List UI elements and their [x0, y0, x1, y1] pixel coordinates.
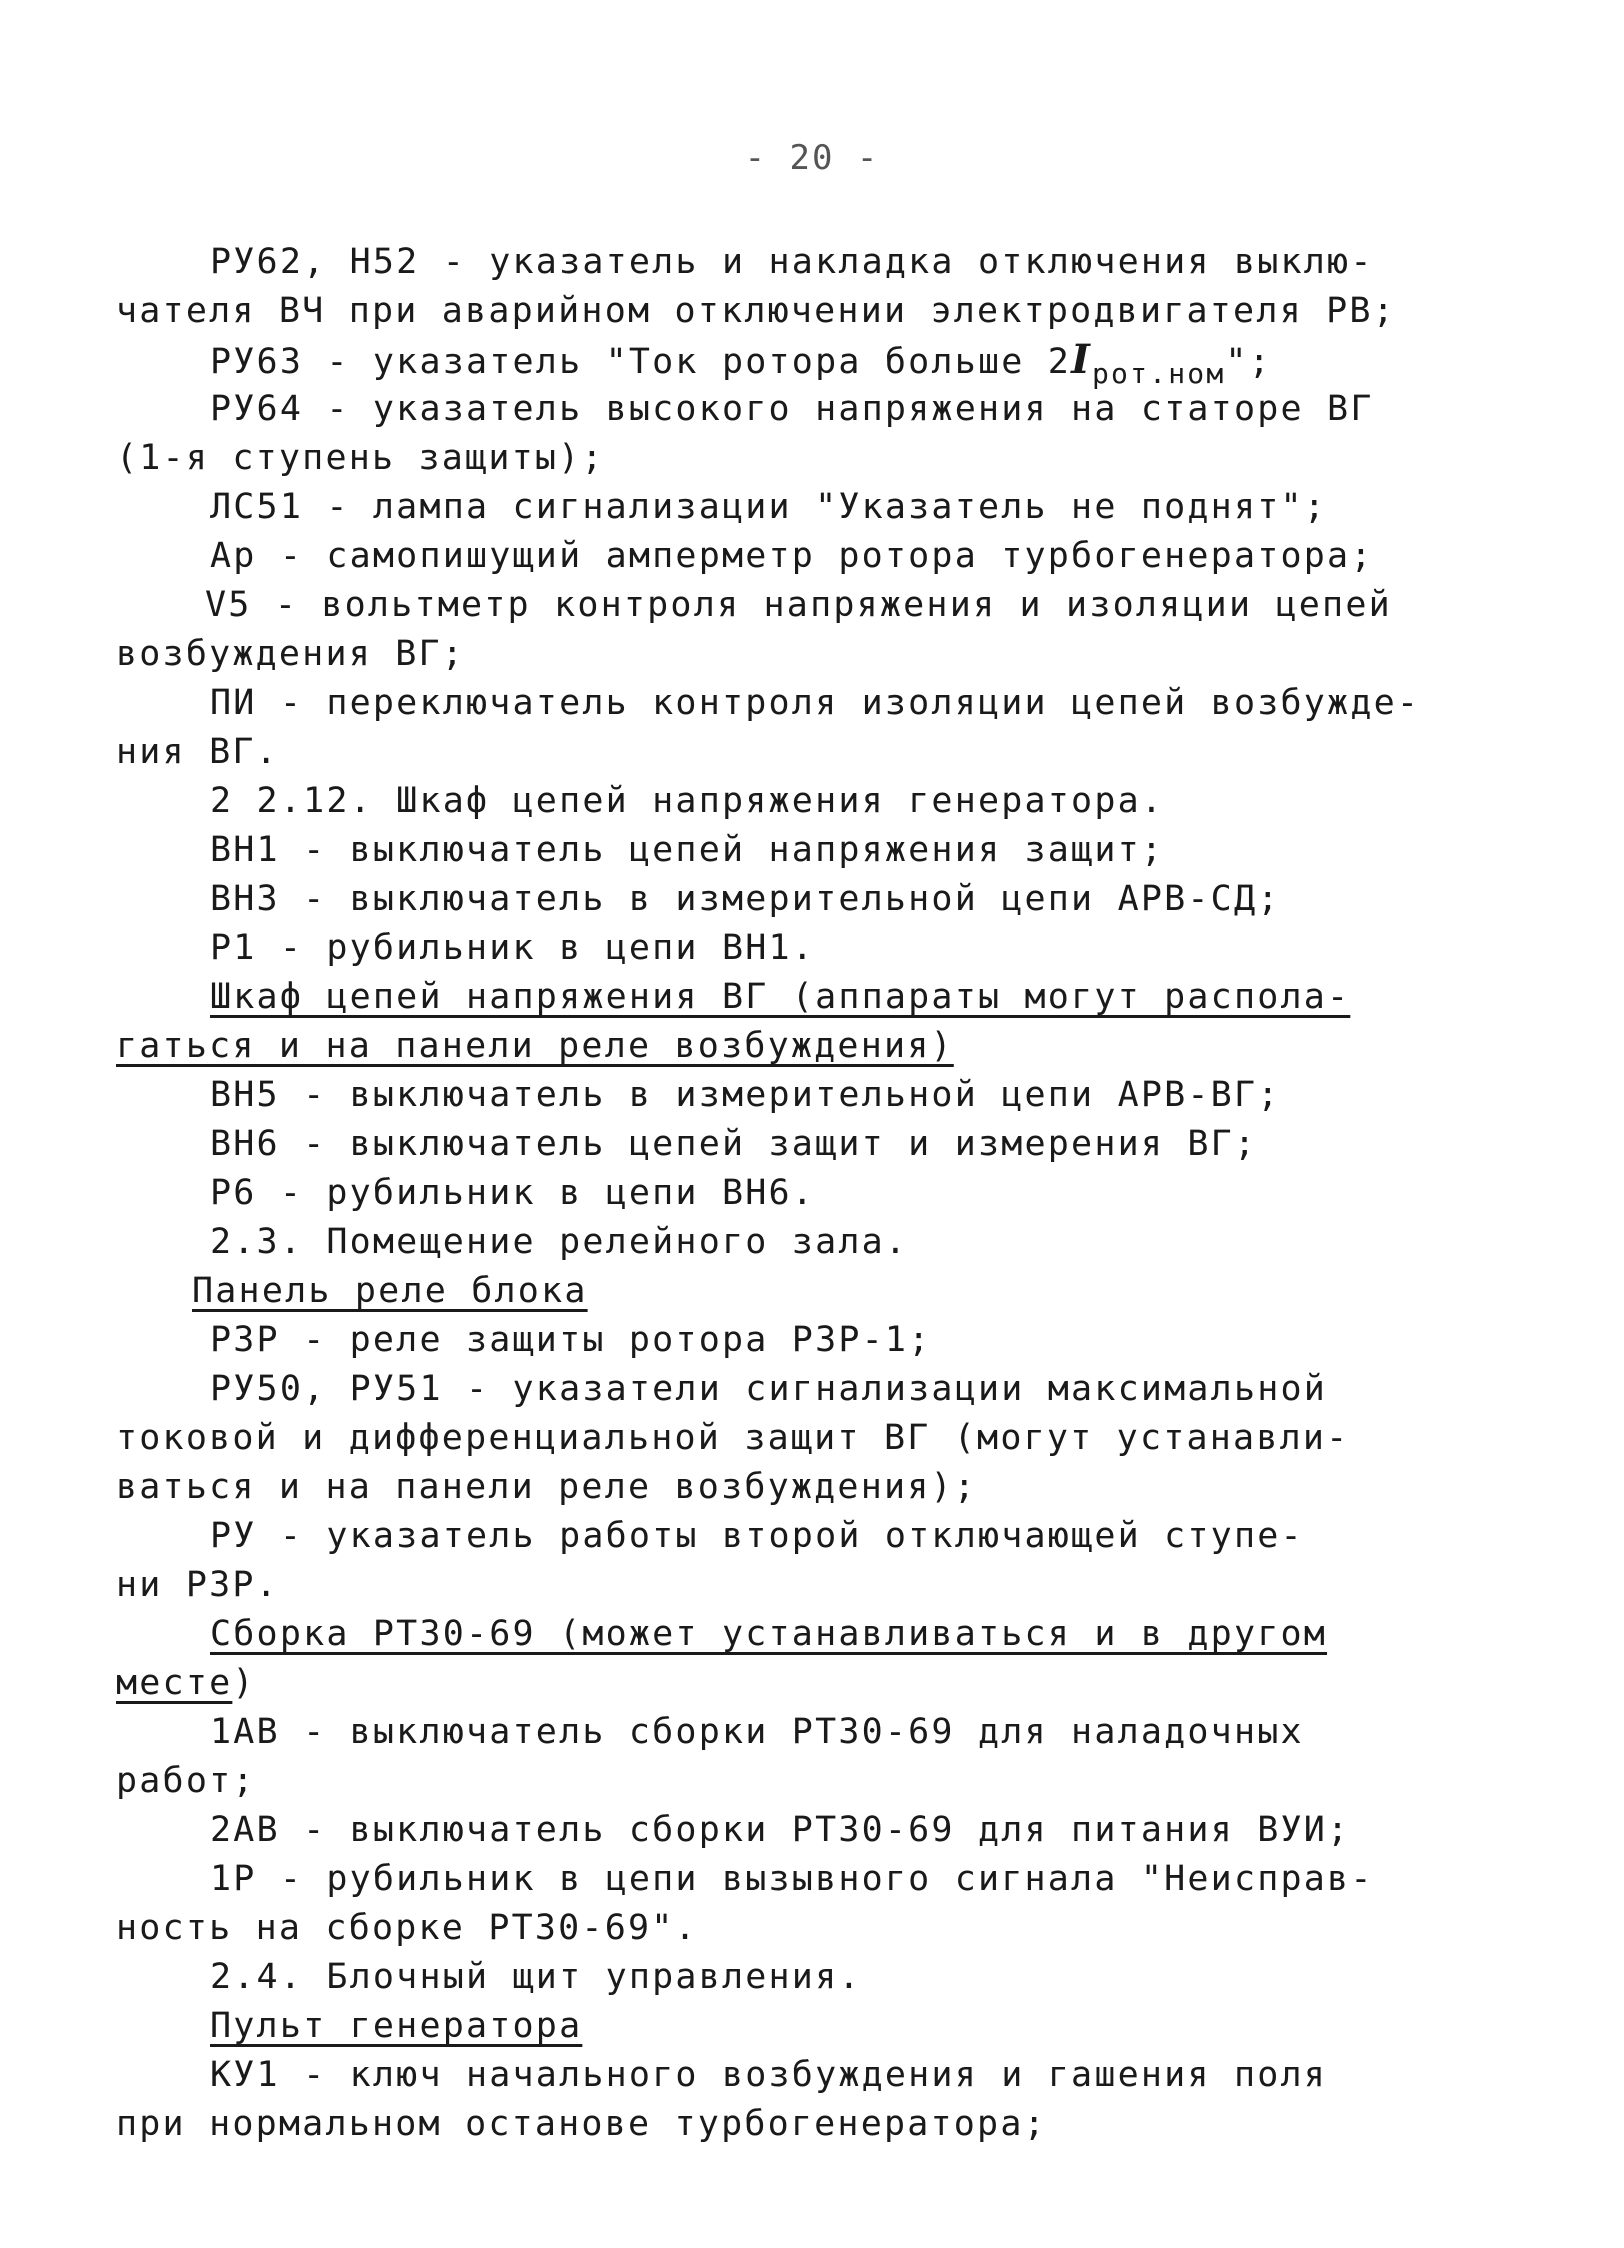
text-line: ность на сборке РТ30-69".: [116, 1908, 698, 1948]
underlined-heading: Пульт генератора: [210, 2006, 583, 2046]
formula-close: ";: [1225, 342, 1272, 382]
section-heading: 2.4. Блочный щит управления.: [210, 1957, 862, 1997]
formula-subscript: рот.ном: [1091, 357, 1226, 390]
text-line: РУ - указатель работы второй отключающей ступе-: [210, 1516, 1304, 1556]
text-line: Ар - самопишущий амперметр ротора турбогенератора;: [210, 536, 1374, 576]
text-line: 1АВ - выключатель сборки РТ30-69 для наладочных: [210, 1712, 1304, 1752]
text-line: ВН5 - выключатель в измерительной цепи АРВ-ВГ;: [210, 1075, 1281, 1115]
text-line: РУ64 - указатель высокого напряжения на статоре ВГ: [210, 389, 1374, 429]
text-line: ПИ - переключатель контроля изоляции цепей возбужде-: [210, 683, 1421, 723]
underlined-heading: Шкаф цепей напряжения ВГ (аппараты могут распола-: [210, 977, 1351, 1017]
underlined-heading: Панель реле блока: [192, 1271, 588, 1311]
text-line: токовой и дифференциальной защит ВГ (могут устанавли-: [116, 1418, 1350, 1458]
text-line: 2АВ - выключатель сборки РТ30-69 для питания ВУИ;: [210, 1810, 1351, 1850]
text-line: КУ1 - ключ начального возбуждения и гашения поля: [210, 2055, 1328, 2095]
underlined-heading-wrap: [116, 1663, 256, 1703]
section-heading: 2 2.12. Шкаф цепей напряжения генератора.: [210, 781, 1165, 821]
text-line: ЛС51 - лампа сигнализации "Указатель не поднят";: [210, 487, 1328, 527]
underlined-heading: Сборка РТ30-69 (может устанавливаться и в другом: [210, 1614, 1328, 1654]
text-line: РУ62, Н52 - указатель и накладка отключения выклю-: [210, 242, 1374, 282]
text-line: ния ВГ.: [116, 732, 279, 772]
text-line: при нормальном останове турбогенератора;: [116, 2104, 1047, 2144]
text-line: Р6 - рубильник в цепи ВН6.: [210, 1173, 816, 1213]
text-line: ВН6 - выключатель цепей защит и измерения ВГ;: [210, 1124, 1258, 1164]
text-line: 1Р - рубильник в цепи вызывного сигнала "Неисправ-: [210, 1859, 1374, 1899]
text-line: РЗР - реле защиты ротора РЗР-1;: [210, 1320, 932, 1360]
text-line: работ;: [116, 1761, 256, 1801]
underlined-word: месте: [116, 1663, 233, 1703]
text-line: V5 - вольтметр контроля напряжения и изоляции цепей: [205, 585, 1392, 625]
text-line-formula: [210, 336, 1272, 394]
formula-symbol: I: [1071, 336, 1092, 383]
text-line: Р1 - рубильник в цепи ВН1.: [210, 928, 816, 968]
closing-paren: ): [232, 1663, 256, 1703]
text-line: (1-я ступень защиты);: [116, 438, 605, 478]
text-line: чателя ВЧ при аварийном отключении электродвигателя РВ;: [116, 291, 1396, 331]
text-line: ВН3 - выключатель в измерительной цепи АРВ-СД;: [210, 879, 1281, 919]
underlined-heading: гаться и на панели реле возбуждения): [116, 1026, 954, 1066]
text-line: ваться и на панели реле возбуждения);: [116, 1467, 978, 1507]
text-line: ВН1 - выключатель цепей напряжения защит;: [210, 830, 1165, 870]
section-heading: 2.3. Помещение релейного зала.: [210, 1222, 909, 1262]
formula-prefix: РУ63 - указатель "Ток ротора больше 2: [210, 342, 1072, 382]
text-line: РУ50, РУ51 - указатели сигнализации максимальной: [210, 1369, 1328, 1409]
page-number: - 20 -: [744, 138, 880, 178]
text-line: возбуждения ВГ;: [116, 634, 466, 674]
text-line: ни РЗР.: [116, 1565, 279, 1605]
